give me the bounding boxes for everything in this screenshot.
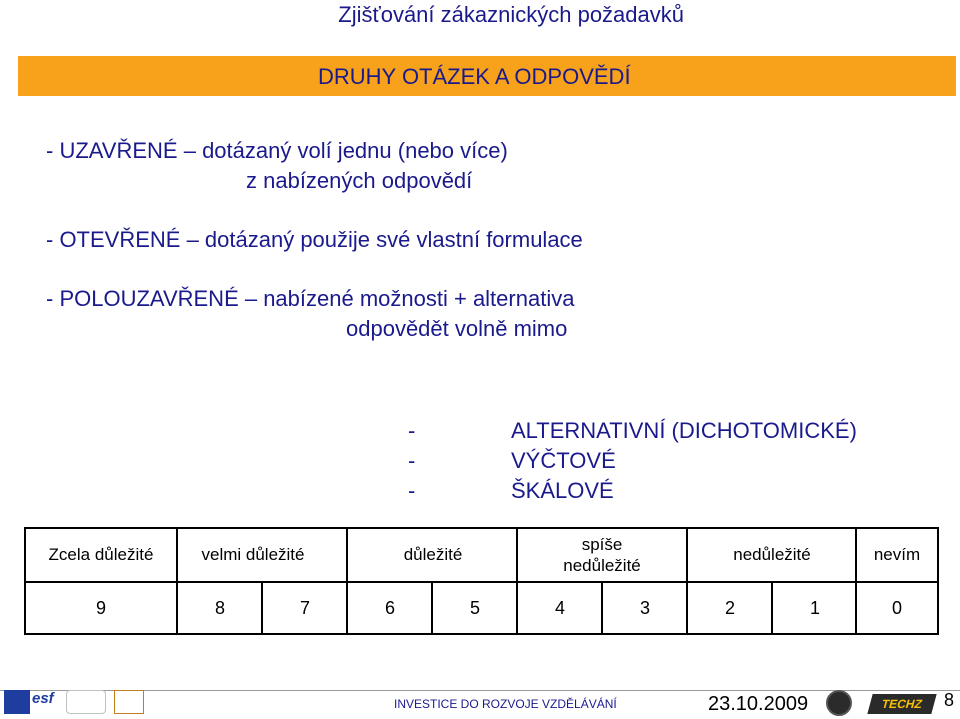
scale-label: spíše nedůležité bbox=[563, 534, 641, 575]
scale-label: nedůležité bbox=[733, 545, 811, 565]
type-closed-line2: z nabízených odpovědí bbox=[246, 168, 473, 193]
ministry-logo bbox=[66, 690, 106, 714]
scale-labels-row bbox=[26, 529, 937, 583]
scale-value: 0 bbox=[891, 597, 902, 618]
scale-value: 2 bbox=[724, 597, 735, 618]
closed-type-alternative: ALTERNATIVNÍ (DICHOTOMICKÉ) bbox=[511, 418, 857, 443]
closed-type-dash: - bbox=[408, 478, 416, 503]
banner-title: DRUHY OTÁZEK A ODPOVĚDÍ bbox=[318, 64, 631, 89]
type-semiclosed-line1: - POLOUZAVŘENÉ – nabízené možnosti + alternativa bbox=[46, 286, 575, 311]
closed-type-dash: - bbox=[408, 448, 416, 473]
type-closed-line1: - UZAVŘENÉ – dotázaný volí jednu (nebo více) bbox=[46, 138, 508, 163]
scale-label: nevím bbox=[873, 545, 921, 565]
scale-value: 8 bbox=[214, 597, 225, 618]
eu-flag-icon bbox=[4, 690, 30, 714]
footer-investment-text: INVESTICE DO ROZVOJE VZDĚLÁVÁNÍ bbox=[394, 697, 617, 711]
type-open-line1: - OTEVŘENÉ – dotázaný použije své vlastní formulace bbox=[46, 227, 583, 252]
scale-value: 6 bbox=[384, 597, 395, 618]
scale-label: důležité bbox=[403, 545, 463, 565]
footer-date: 23.10.2009 bbox=[708, 693, 809, 715]
op-logo bbox=[114, 690, 144, 714]
scale-value: 7 bbox=[299, 597, 310, 618]
scale-value: 3 bbox=[639, 597, 650, 618]
scale-value: 5 bbox=[469, 597, 480, 618]
section-banner bbox=[18, 56, 956, 96]
scale-value: 4 bbox=[554, 597, 565, 618]
closed-type-enumerative: VÝČTOVÉ bbox=[511, 448, 616, 473]
scale-value: 9 bbox=[95, 597, 106, 618]
page-number: 8 bbox=[944, 690, 955, 710]
closed-type-dash: - bbox=[408, 418, 416, 443]
scale-values-row bbox=[26, 583, 937, 633]
scale-value: 1 bbox=[809, 597, 820, 618]
esf-logo: esf bbox=[32, 690, 54, 707]
closed-type-scale: ŠKÁLOVÉ bbox=[511, 478, 614, 503]
scale-table bbox=[24, 527, 939, 635]
type-semiclosed-line2: odpovědět volně mimo bbox=[346, 316, 568, 341]
scale-label: velmi důležité bbox=[201, 545, 305, 565]
footer-divider bbox=[0, 690, 960, 691]
scale-label: Zcela důležité bbox=[48, 545, 154, 565]
tech-logo: TECHZ bbox=[867, 694, 936, 714]
skoda-logo-icon bbox=[826, 690, 852, 716]
page-title: Zjišťování zákaznických požadavků bbox=[338, 2, 684, 27]
